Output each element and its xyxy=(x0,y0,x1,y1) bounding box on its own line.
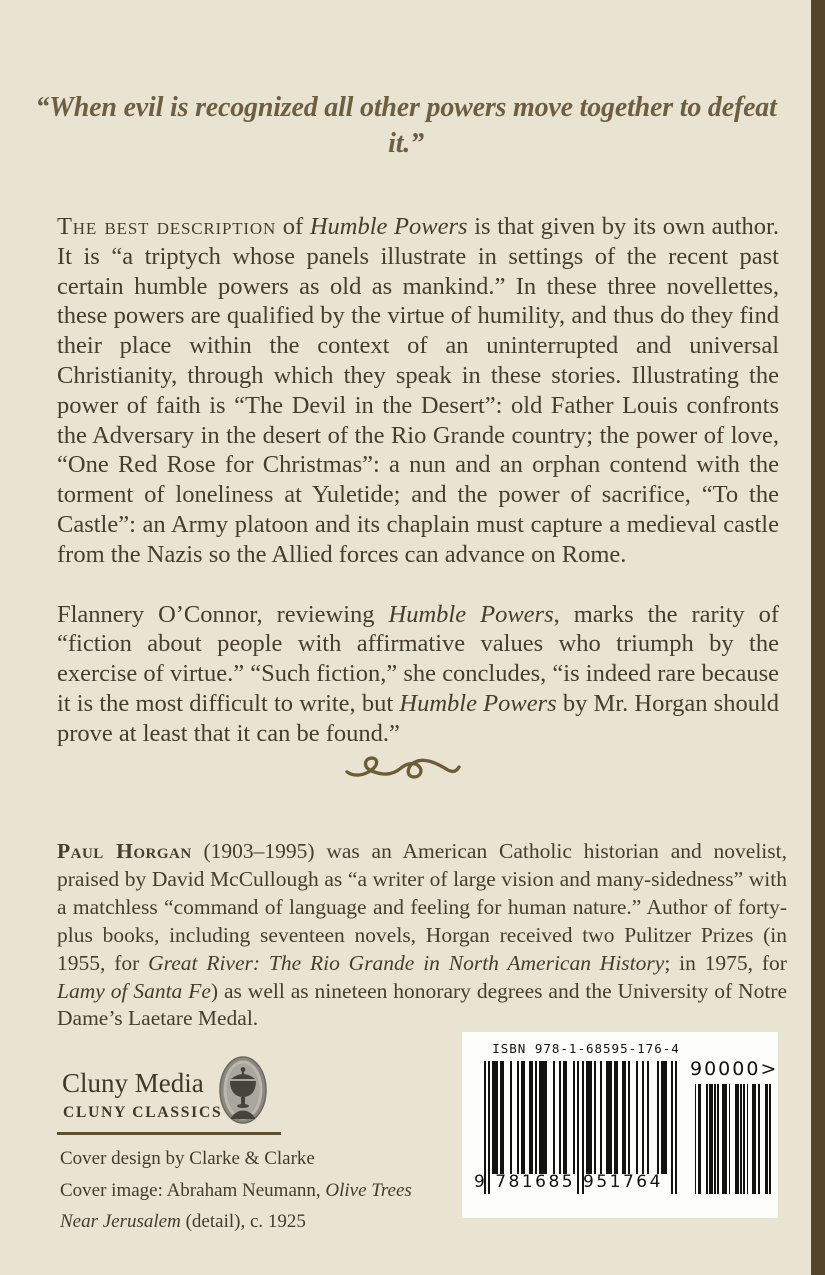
barcode-bar xyxy=(665,1061,667,1174)
barcode-bar xyxy=(740,1084,742,1194)
barcode-bar xyxy=(496,1061,498,1174)
supplement-barcode xyxy=(693,1084,771,1194)
barcode-bar xyxy=(523,1061,525,1174)
barcode-bar xyxy=(766,1084,768,1194)
credits-line-design: Cover design by Clarke & Clarke xyxy=(60,1148,315,1169)
publisher-imprint: CLUNY CLASSICS xyxy=(63,1104,223,1121)
barcode-bar xyxy=(636,1061,638,1174)
barcode-bar xyxy=(769,1084,771,1194)
credits-block xyxy=(60,1143,432,1238)
synopsis-paragraph-1: The best description of Humble Powers is that given by its own author. It is “a triptych whose panels illustrate in settings of the recent past certain humble powers as old as mankind.” In these three novellettes, these powers are qualified by the virtue of humility, and thus do they find their place within the context of an uninterrupted and universal Christianity, through which they speak in these stories. Illustrating the power of faith is “The Devil in the Desert”: old Father Louis confronts the Adversary in the desert of the Rio Grande country; the power of love, “One Red Rose for Christmas”: a nun and an orphan contend with the torment of loneliness at Yuletide; and the power of sacrifice, “To the Castle”: an Army platoon and its chaplain must capture a medieval castle from the Nazis so the Allied forces can advance on Rome. xyxy=(57,213,779,568)
barcode-bar xyxy=(711,1084,713,1194)
spine-strip xyxy=(811,0,825,1275)
chalice-medallion-icon xyxy=(219,1056,267,1124)
barcode-bar xyxy=(535,1061,537,1174)
barcode-bar xyxy=(600,1061,602,1174)
barcode-bar xyxy=(729,1084,731,1194)
barcode-bar xyxy=(510,1061,512,1174)
barcode-bar xyxy=(531,1061,533,1174)
credits-line-image: Cover image: Abraham Neumann, Olive Trees Near Jerusalem (detail), c. 1925 xyxy=(60,1179,412,1232)
barcode-bar xyxy=(717,1084,719,1194)
barcode-bar xyxy=(553,1061,555,1174)
flourish-ornament-icon xyxy=(344,748,462,788)
publisher-name: Cluny Media xyxy=(62,1068,204,1098)
synopsis-block xyxy=(57,212,779,779)
barcode-bar xyxy=(700,1084,702,1194)
barcode-bar xyxy=(657,1061,659,1174)
barcode-bar xyxy=(726,1084,728,1194)
top-quote: “When evil is recognized all other powers move together to defeat it.” xyxy=(35,92,777,159)
barcode-bar xyxy=(758,1084,760,1194)
barcode-bar xyxy=(628,1061,630,1174)
price-code-label: 90000> xyxy=(690,1058,779,1080)
barcode-bar xyxy=(624,1061,626,1174)
barcode-bar xyxy=(755,1084,757,1194)
barcode-bar xyxy=(616,1061,618,1174)
barcode-bar xyxy=(747,1084,749,1194)
author-bio: Paul Horgan (1903–1995) was an American Catholic historian and novelist, praised by David McCullough as “a writer of large vision and many-sidedness” with a matchless “command of language and feeling for human nature.” Author of forty-plus books, including seventeen novels, Horgan received two Pulitzer Prizes (in 1955, for Great River: The Rio Grande in North American History; in 1975, for Lamy of Santa Fe) as well as nineteen honorary degrees and the University of Notre Dame’s Laetare Medal. xyxy=(57,839,787,1031)
barcode-bar xyxy=(594,1061,596,1174)
barcode-bar xyxy=(647,1061,649,1174)
barcode-bar xyxy=(610,1061,612,1174)
barcode-bar xyxy=(517,1061,519,1174)
barcode-bar xyxy=(706,1084,708,1194)
barcode-bar xyxy=(642,1061,644,1174)
barcode-bar xyxy=(565,1061,567,1174)
isbn-label: ISBN 978-1-68595-176-4 xyxy=(492,1041,680,1056)
barcode-human-readable: 9 781685 951764 xyxy=(474,1172,663,1192)
barcode-bar xyxy=(737,1084,739,1194)
barcode-bar xyxy=(559,1061,561,1174)
barcode-bar xyxy=(545,1061,547,1174)
barcode-bar xyxy=(714,1084,716,1194)
barcode-bar xyxy=(590,1061,592,1174)
barcode-bar xyxy=(695,1084,697,1194)
barcode-bar xyxy=(743,1084,745,1194)
barcode-bar xyxy=(502,1061,504,1174)
credits-divider xyxy=(57,1132,281,1135)
barcode-bar xyxy=(573,1061,575,1174)
barcode-panel xyxy=(462,1032,778,1218)
synopsis-paragraph-2: Flannery O’Connor, reviewing Humble Powers, marks the rarity of “fiction about people with affirmative values who triumph by the exercise of virtue.” “Such fiction,” she concludes, “is indeed rare because it is the most difficult to write, but Humble Powers by Mr. Horgan should prove at least that it can be found.” xyxy=(57,600,779,747)
